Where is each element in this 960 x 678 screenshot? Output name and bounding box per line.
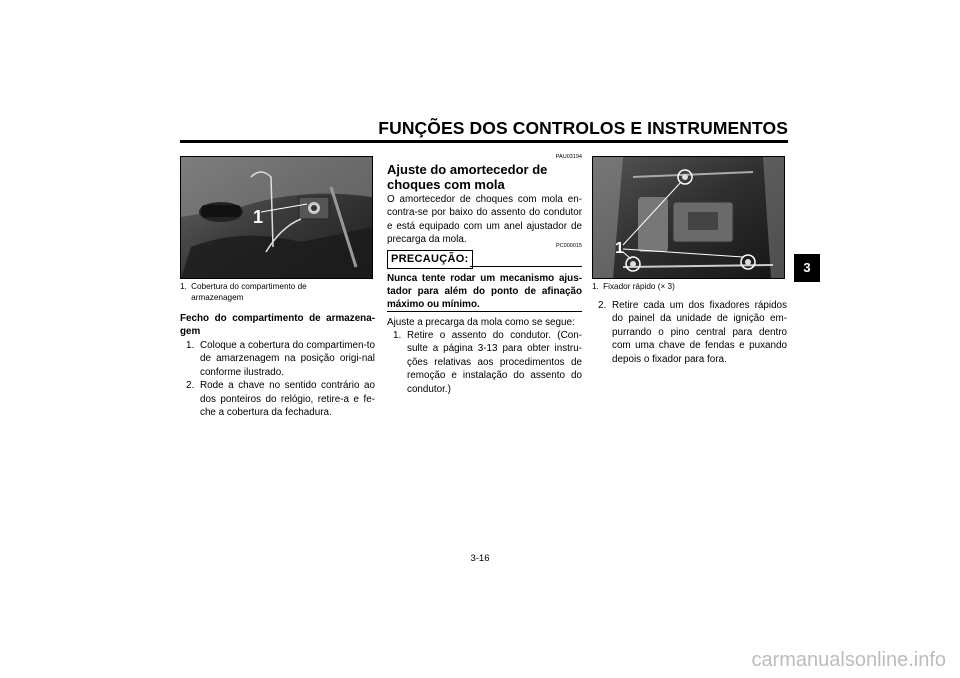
right-steps-list: [592, 299, 787, 366]
section-heading-storage-lock: Fecho do compartimento de armazena-gem: [180, 313, 375, 337]
ignition-panel-photo: [592, 156, 785, 279]
storage-compartment-photo: [180, 156, 373, 279]
caution-code: PC000015: [556, 243, 582, 249]
watermark: carmanualsonline.info: [751, 649, 946, 671]
caption-text: Cobertura do compartimento de armazenagem: [191, 282, 307, 302]
caption-text: Fixador rápido (× 3): [603, 282, 675, 291]
photo-callout-number: 1: [615, 240, 624, 257]
page-header-title: FUNÇÕES DOS CONTROLOS E INSTRUMENTOS: [378, 118, 788, 138]
procedure-lead: Ajuste a precarga da mola como se segue:: [387, 317, 575, 328]
caution-header: [387, 250, 582, 268]
caption-number: 1.: [180, 282, 187, 291]
page-number: 3-16: [470, 553, 490, 564]
left-steps-list: [180, 339, 375, 419]
photo-callout-number: 1: [253, 207, 264, 227]
section-title-shock-absorber: Ajuste do amortecedor de choques com mola: [387, 162, 548, 192]
photo-caption: [180, 282, 371, 303]
caution-end-rule: [387, 311, 582, 312]
list-item: 1. Retire o assento do condutor. (Con-sulte a página 3-13 para obter instru-ções relativas aos procedimentos de remoção e instalação do assento do condutor.): [393, 330, 582, 395]
intro-paragraph: O amortecedor de choques com mola en-contra-se por baixo do assento do condutor e está equipado com um anel ajustador de precarga da mola.: [387, 194, 582, 246]
chapter-tab: 3: [794, 254, 820, 282]
caution-label: PRECAUÇÃO:: [387, 250, 473, 269]
list-item: 2. Rode a chave no sentido contrário ao dos ponteiros do relógio, retire-a e fe-che a cobertura da fechadura.: [186, 380, 375, 419]
list-item: 1. Coloque a cobertura do compartimen-to de amarzenagem na posição origi-nal conforme ilustrado.: [186, 340, 375, 378]
caption-number: 1.: [592, 282, 599, 291]
ignition-panel-illustration: [593, 157, 784, 278]
middle-steps-list: [387, 329, 582, 396]
storage-compartment-illustration: [181, 157, 372, 278]
list-item: 2. Retire cada um dos fixadores rápidos do painel da unidade de ignição em-purrando o pino central para dentro com uma chave de fendas e puxando depois o fixador para fora.: [598, 300, 787, 365]
header-rule: [180, 140, 788, 143]
photo-caption: [592, 282, 783, 293]
document-code: PAU03194: [555, 154, 582, 160]
caution-text: Nunca tente rodar um mecanismo ajus-tador para além do ponto de afinação máximo ou mínimo.: [387, 273, 582, 310]
caution-rule: [470, 266, 582, 267]
